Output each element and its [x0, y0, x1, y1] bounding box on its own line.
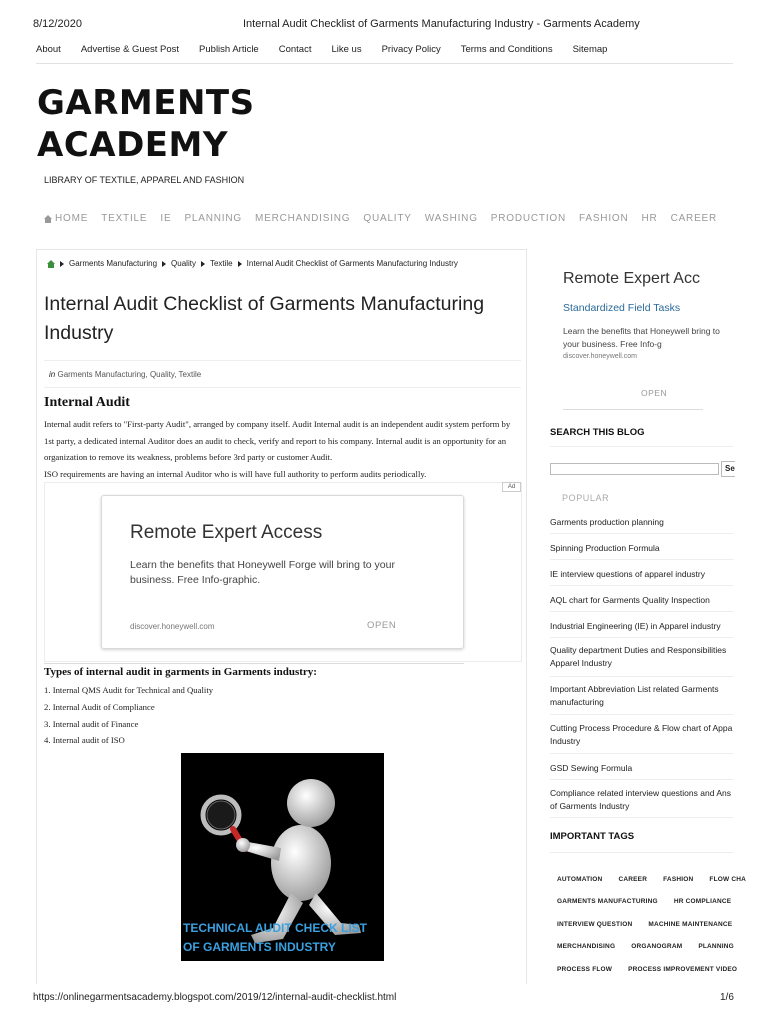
top-navigation: [36, 44, 733, 64]
print-url: https://onlinegarmentsacademy.blogspot.com/2019/12/internal-audit-checklist.html: [33, 992, 397, 1003]
search-input[interactable]: [550, 463, 719, 475]
breadcrumb-current: Internal Audit Checklist of Garments Manufacturing Industry: [246, 259, 458, 268]
section-heading: Internal Audit: [44, 395, 130, 410]
list-item: 3. Internal audit of Finance: [44, 718, 139, 729]
list-item[interactable]: Quality department Duties and Responsibilities Apparel Industry: [550, 638, 733, 677]
types-list: [44, 682, 213, 749]
site-tagline: LIBRARY OF TEXTILE, APPAREL AND FASHION: [44, 175, 245, 185]
nav-washing[interactable]: WASHING: [424, 213, 478, 224]
tags-heading: IMPORTANT TAGS: [550, 831, 733, 853]
tag-link[interactable]: FASHION: [663, 875, 694, 883]
tag-link[interactable]: CAREER: [618, 875, 648, 883]
topnav-publish-article[interactable]: Publish Article: [199, 44, 259, 55]
topnav-contact[interactable]: Contact: [278, 44, 312, 55]
nav-production[interactable]: PRODUCTION: [490, 213, 567, 224]
print-date: 8/12/2020: [33, 18, 82, 30]
list-item[interactable]: IE interview questions of apparel industry: [550, 560, 733, 586]
tag-link[interactable]: PLANNING: [698, 943, 734, 951]
inline-ad-text: Learn the benefits that Honeywell Forge will bring to your business. Free Info-graphic.: [130, 559, 395, 586]
tag-link[interactable]: FLOW CHA: [709, 875, 747, 883]
list-item[interactable]: Important Abbreviation List related Garments manufacturing: [550, 677, 733, 715]
breadcrumb-item[interactable]: Quality: [171, 259, 196, 268]
tag-link[interactable]: HR COMPLIANCE: [673, 898, 732, 906]
popular-posts-list: [550, 508, 733, 818]
inline-ad-heading: Remote Expert Access: [130, 522, 323, 543]
topnav-about[interactable]: About: [36, 44, 61, 55]
nav-fashion[interactable]: FASHION: [579, 213, 629, 224]
inline-ad-open-button[interactable]: OPEN: [367, 620, 397, 631]
sidebar-ad-subheading[interactable]: Standardized Field Tasks: [563, 302, 681, 314]
breadcrumb: [47, 259, 458, 268]
tag-link[interactable]: ORGANOGRAM: [631, 943, 683, 951]
breadcrumb-arrow-icon: [162, 261, 166, 267]
post-title: Internal Audit Checklist of Garments Manufacturing Industry: [44, 293, 485, 344]
sidebar-ad-domain: discover.honeywell.com: [563, 353, 637, 360]
ad-badge[interactable]: Ad: [502, 482, 521, 492]
post-meta: [44, 360, 521, 388]
tag-link[interactable]: AUTOMATION: [557, 875, 603, 883]
nav-quality[interactable]: QUALITY: [363, 213, 412, 224]
list-item: 2. Internal Audit of Compliance: [44, 701, 155, 712]
inline-ad[interactable]: [101, 495, 464, 649]
breadcrumb-home-icon[interactable]: [47, 260, 55, 268]
tag-link[interactable]: INTERVIEW QUESTION: [557, 920, 633, 928]
main-navigation: [44, 213, 730, 224]
sidebar-ad-divider: [563, 409, 703, 410]
topnav-advertise[interactable]: Advertise & Guest Post: [80, 44, 180, 55]
tags-cloud: [550, 868, 747, 981]
tag-link[interactable]: MACHINE MAINTENANCE: [648, 920, 733, 928]
logo-line-2: ACADEMY: [37, 125, 228, 165]
list-item[interactable]: AQL chart for Garments Quality Inspection: [550, 586, 733, 612]
tag-link[interactable]: MERCHANDISING: [557, 943, 616, 951]
sidebar-ad-text: Learn the benefits that Honeywell bring to your business. Free Info-g: [563, 326, 720, 349]
nav-merchandising[interactable]: MERCHANDISING: [254, 213, 351, 224]
paragraph-2: ISO requirements are having an internal Auditor who is will have full authority to perform audits periodically.: [44, 468, 427, 479]
list-item[interactable]: Compliance related interview questions and Ans of Garments Industry: [550, 780, 733, 818]
tag-link[interactable]: GARMENTS MANUFACTURING: [557, 898, 658, 906]
topnav-like-us[interactable]: Like us: [331, 44, 362, 55]
print-page-number: 1/6: [720, 992, 734, 1003]
search-heading: SEARCH THIS BLOG: [550, 427, 733, 447]
search-button[interactable]: Se: [721, 461, 735, 477]
print-page-title: Internal Audit Checklist of Garments Manufacturing Industry - Garments Academy: [243, 18, 640, 30]
list-item[interactable]: Industrial Engineering (IE) in Apparel industry: [550, 612, 733, 638]
audit-hero-image: [181, 753, 384, 961]
nav-career[interactable]: CAREER: [670, 213, 718, 224]
list-item[interactable]: Cutting Process Procedure & Flow chart of Appa Industry: [550, 715, 733, 754]
list-item: 1. Internal QMS Audit for Technical and Quality: [44, 685, 214, 695]
breadcrumb-item[interactable]: Textile: [209, 259, 233, 268]
tag-link[interactable]: PROCESS FLOW: [557, 965, 613, 973]
list-item: 4. Internal audit of ISO: [44, 735, 125, 746]
breadcrumb-arrow-icon: [201, 261, 205, 267]
main-content: [36, 249, 527, 984]
list-item[interactable]: Garments production planning: [550, 508, 733, 534]
nav-planning[interactable]: PLANNING: [184, 213, 242, 224]
list-item[interactable]: Spinning Production Formula: [550, 534, 733, 560]
meta-prefix: in: [49, 370, 56, 379]
home-icon: [44, 215, 52, 223]
meta-categories[interactable]: Garments Manufacturing, Quality, Textile: [57, 370, 202, 379]
logo-line-1: GARMENTS: [37, 83, 255, 123]
nav-hr[interactable]: HR: [641, 213, 658, 224]
site-logo[interactable]: [37, 82, 255, 166]
breadcrumb-arrow-icon: [60, 261, 64, 267]
paragraph-1: Internal audit refers to "First-party Audit", arranged by company itself. Audit Internal audit is an independent audit system perform by 1st party, a dedicated internal Auditor does an audit to check, verify and report to his company. Internal audit is an opportunity for an organization to remove its weakness, problems before 3rd party or customer Audit.: [44, 419, 511, 463]
tag-link[interactable]: PROCESS IMPROVEMENT VIDEO: [628, 965, 738, 973]
breadcrumb-arrow-icon: [238, 261, 242, 267]
topnav-privacy-policy[interactable]: Privacy Policy: [381, 44, 441, 55]
inline-ad-domain: discover.honeywell.com: [130, 622, 215, 631]
topnav-sitemap[interactable]: Sitemap: [572, 44, 608, 55]
popular-heading: POPULAR: [562, 493, 610, 503]
post-body: [44, 416, 522, 482]
nav-home[interactable]: HOME: [44, 213, 88, 224]
topnav-terms[interactable]: Terms and Conditions: [460, 44, 553, 55]
types-heading: Types of internal audit in garments in Garments industry:: [44, 663, 464, 678]
breadcrumb-item[interactable]: Garments Manufacturing: [69, 259, 158, 268]
sidebar-ad-open-button[interactable]: OPEN: [641, 388, 668, 398]
nav-textile[interactable]: TEXTILE: [101, 213, 148, 224]
list-item[interactable]: GSD Sewing Formula: [550, 754, 733, 780]
nav-ie[interactable]: IE: [160, 213, 172, 224]
sidebar-ad-heading[interactable]: Remote Expert Acc: [563, 270, 700, 287]
hero-image-caption: TECHNICAL AUDIT CHECK LIST OF GARMENTS INDUSTRY: [183, 921, 367, 954]
